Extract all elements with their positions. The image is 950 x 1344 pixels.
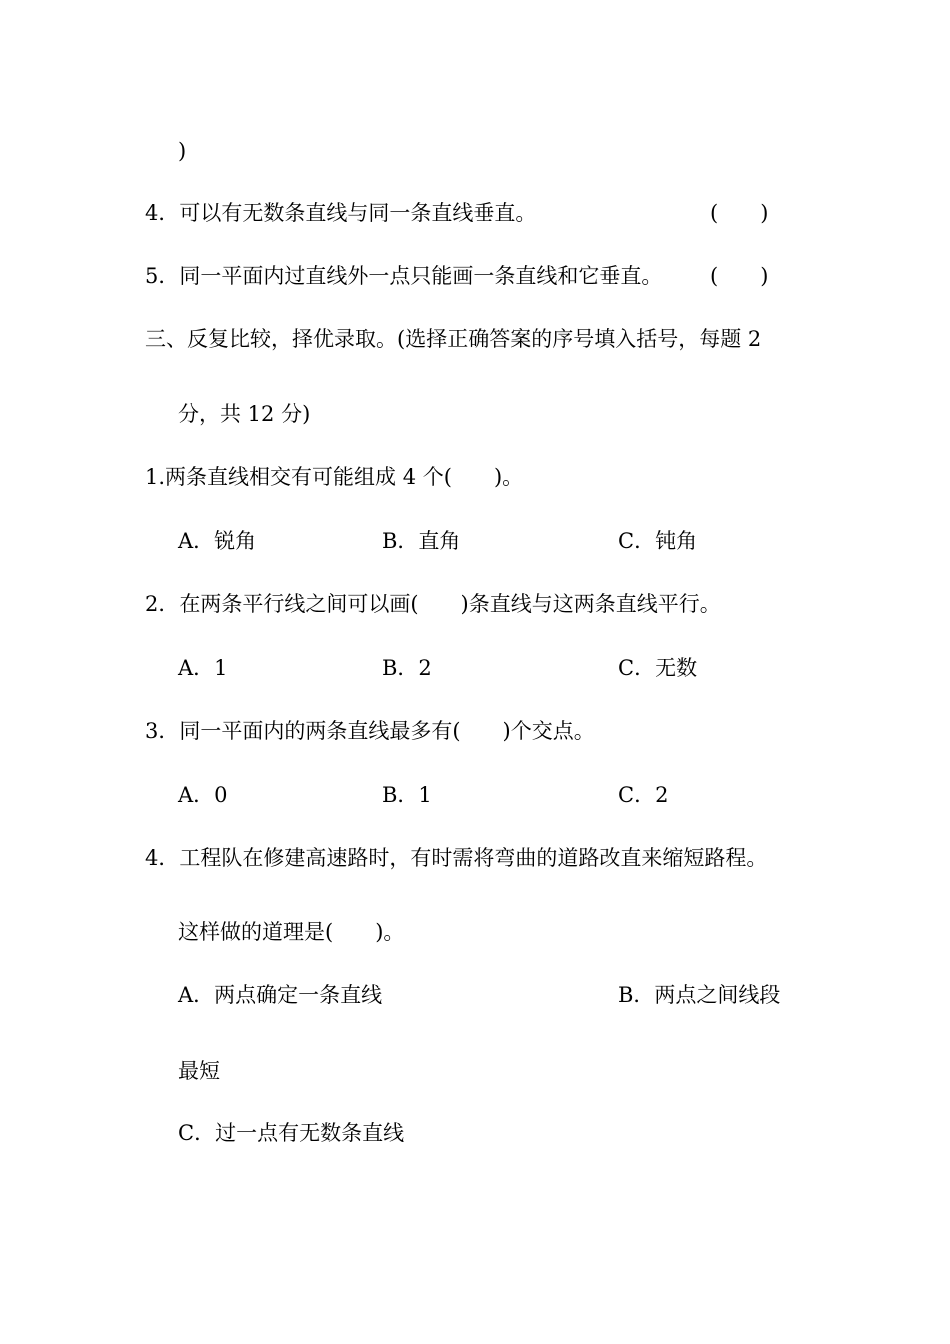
section-3-heading-continued: 分，共 12 分)	[178, 402, 311, 426]
choice-q1-option-a[interactable]: A．锐角	[178, 529, 257, 553]
choice-q4-option-b-wrap: 最短	[178, 1059, 220, 1083]
judge-question-4: 4．可以有无数条直线与同一条直线垂直。	[145, 201, 537, 225]
choice-question-1: 1.两条直线相交有可能组成 4 个( )。	[145, 465, 524, 489]
choice-question-4-continued: 这样做的道理是( )。	[178, 920, 405, 944]
continuation-close-paren: )	[178, 139, 187, 163]
choice-q3-option-a[interactable]: A．0	[178, 783, 228, 807]
choice-q4-option-b[interactable]: B．两点之间线段	[618, 983, 781, 1007]
choice-q1-option-b[interactable]: B．直角	[382, 529, 461, 553]
choice-question-3: 3．同一平面内的两条直线最多有( )个交点。	[145, 719, 595, 743]
choice-q3-option-b[interactable]: B．1	[382, 783, 432, 807]
choice-question-4: 4．工程队在修建高速路时，有时需将弯曲的道路改直来缩短路程。	[145, 846, 768, 870]
judge-question-4-answer-blank[interactable]: ( )	[710, 201, 769, 225]
choice-q2-option-a[interactable]: A．1	[178, 656, 228, 680]
choice-q2-option-c[interactable]: C．无数	[618, 656, 698, 680]
choice-q3-option-c[interactable]: C．2	[618, 783, 669, 807]
judge-question-5: 5．同一平面内过直线外一点只能画一条直线和它垂直。	[145, 264, 663, 288]
choice-q2-option-b[interactable]: B．2	[382, 656, 432, 680]
section-3-heading: 三、反复比较，择优录取。(选择正确答案的序号填入括号，每题 2	[145, 327, 762, 351]
choice-q1-option-c[interactable]: C．钝角	[618, 529, 698, 553]
judge-question-5-answer-blank[interactable]: ( )	[710, 264, 769, 288]
choice-question-2: 2．在两条平行线之间可以画( )条直线与这两条直线平行。	[145, 592, 721, 616]
choice-q4-option-c[interactable]: C．过一点有无数条直线	[178, 1121, 405, 1145]
choice-q4-option-a[interactable]: A．两点确定一条直线	[178, 983, 383, 1007]
